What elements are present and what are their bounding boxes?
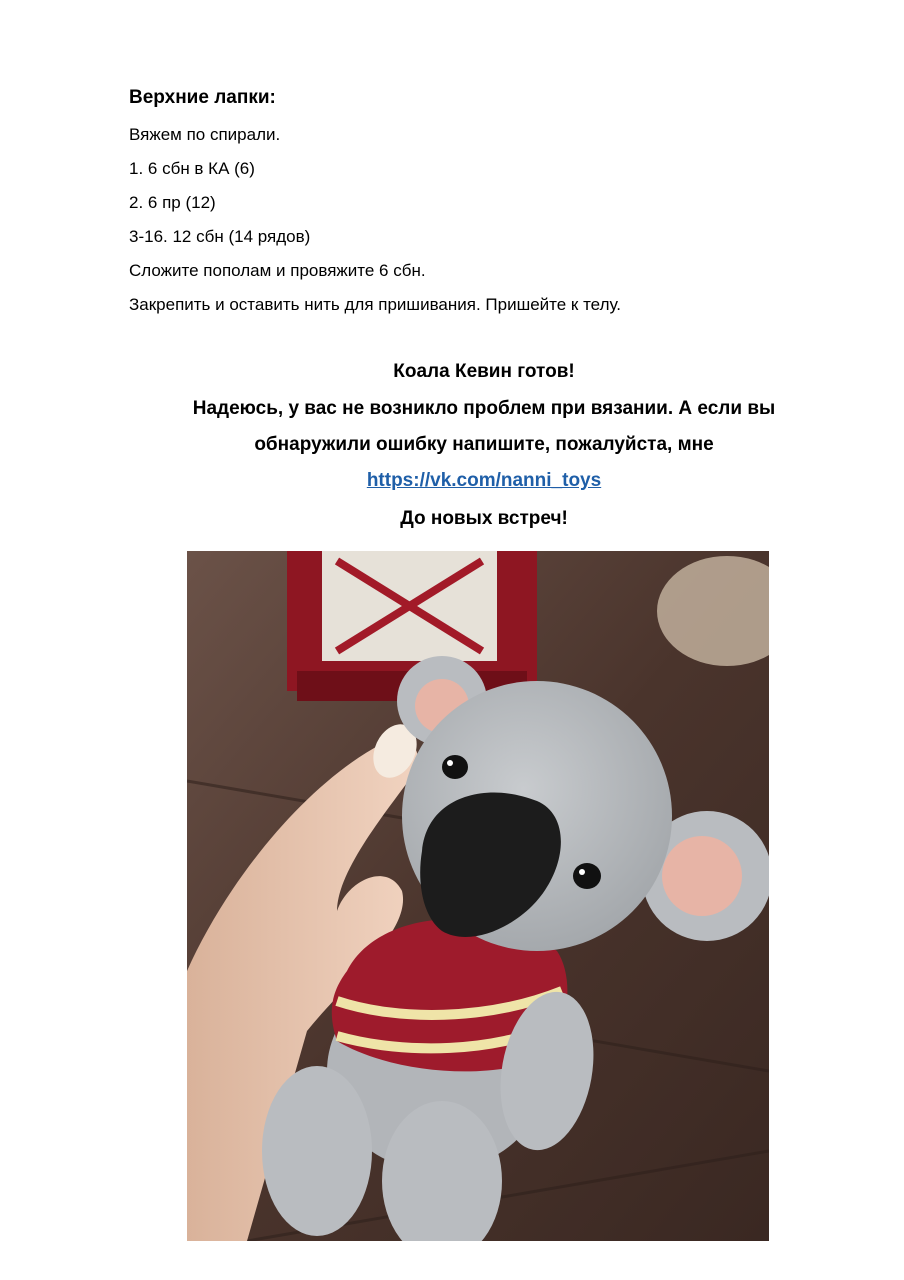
closing-hope-line2: обнаружили ошибку напишите, пожалуйста, мне xyxy=(254,434,714,455)
instruction-line: Сложите пополам и провяжите 6 сбн. xyxy=(129,261,426,280)
instruction-line: 2. 6 пр (12) xyxy=(129,193,216,212)
instruction-line: Вяжем по спирали. xyxy=(129,125,281,144)
closing-bye: До новых встреч! xyxy=(400,508,568,529)
closing-hope-line1: Надеюсь, у вас не возникло проблем при вязании. А если вы xyxy=(192,398,776,419)
closing-done: Коала Кевин готов! xyxy=(393,361,575,382)
instruction-line: Закрепить и оставить нить для пришивания. Пришейте к телу. xyxy=(129,295,622,314)
instruction-line: 3-16. 12 сбн (14 рядов) xyxy=(129,227,311,246)
section-heading: Верхние лапки: xyxy=(129,87,276,108)
instruction-line: 1. 6 сбн в КА (6) xyxy=(129,159,255,178)
author-link[interactable]: https://vk.com/nanni_toys xyxy=(366,470,602,491)
koala-photo xyxy=(187,551,769,1241)
